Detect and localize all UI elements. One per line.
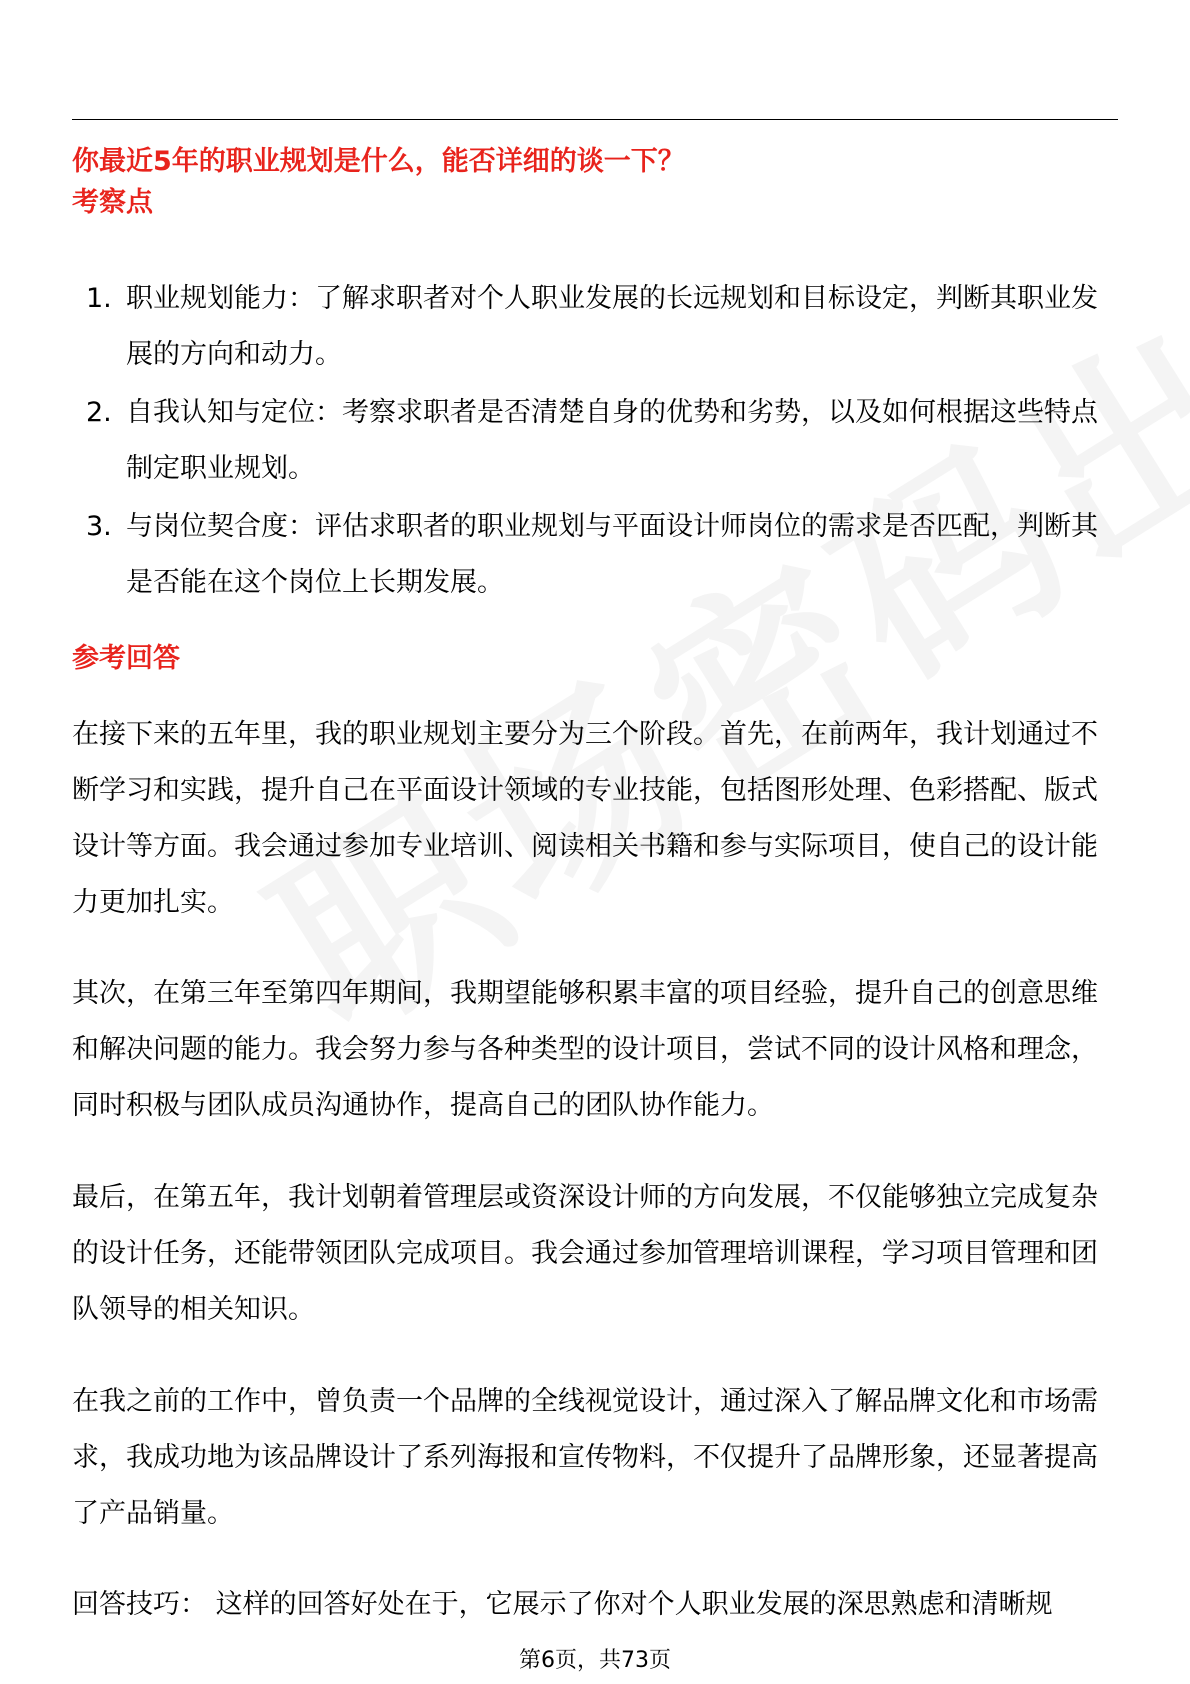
list-item-text: 职业规划能力：了解求职者对个人职业发展的长远规划和目标设定，判断其职业发展的方向和动力。 [126, 283, 1098, 370]
list-item [72, 499, 1118, 611]
answer-paragraph: 在接下来的五年里，我的职业规划主要分为三个阶段。首先，在前两年，我计划通过不断学习和实践，提升自己在平面设计领域的专业技能，包括图形处理、色彩搭配、版式设计等方面。我会通过参加专业培训、阅读相关书籍和参与实际项目，使自己的设计能力更加扎实。 [72, 719, 1098, 918]
question-title: 你最近5年的职业规划是什么，能否详细的谈一下？ [72, 146, 685, 177]
list-item-text: 自我认知与定位：考察求职者是否清楚自身的优势和劣势，以及如何根据这些特点制定职业规划。 [126, 397, 1098, 484]
list-number: 1. [86, 283, 112, 314]
list-number: 3. [86, 511, 112, 542]
answer-paragraph: 在我之前的工作中，曾负责一个品牌的全线视觉设计，通过深入了解品牌文化和市场需求，我成功地为该品牌设计了系列海报和宣传物料，不仅提升了品牌形象，还显著提高了产品销量。 [72, 1386, 1098, 1529]
list-item-text: 与岗位契合度：评估求职者的职业规划与平面设计师岗位的需求是否匹配，判断其是否能在这个岗位上长期发展。 [126, 511, 1098, 598]
top-divider [72, 119, 1118, 120]
points-list [72, 271, 1118, 613]
list-number: 2. [86, 397, 112, 428]
answer-tip-paragraph: 回答技巧： 这样的回答好处在于，它展示了你对个人职业发展的深思熟虑和清晰规 [72, 1589, 1053, 1620]
answer-paragraph: 其次，在第三年至第四年期间，我期望能够积累丰富的项目经验，提升自己的创意思维和解决问题的能力。我会努力参与各种类型的设计项目，尝试不同的设计风格和理念，同时积极与团队成员沟通协作，提高自己的团队协作能力。 [72, 978, 1098, 1121]
list-item [72, 271, 1118, 383]
list-item [72, 385, 1118, 497]
section-heading-points: 考察点 [72, 187, 153, 218]
page-footer: 第6页，共73页 [519, 1648, 671, 1673]
section-heading-answer: 参考回答 [72, 643, 180, 674]
answer-paragraph: 最后，在第五年，我计划朝着管理层或资深设计师的方向发展，不仅能够独立完成复杂的设计任务，还能带领团队完成项目。我会通过参加管理培训课程，学习项目管理和团队领导的相关知识。 [72, 1182, 1098, 1325]
